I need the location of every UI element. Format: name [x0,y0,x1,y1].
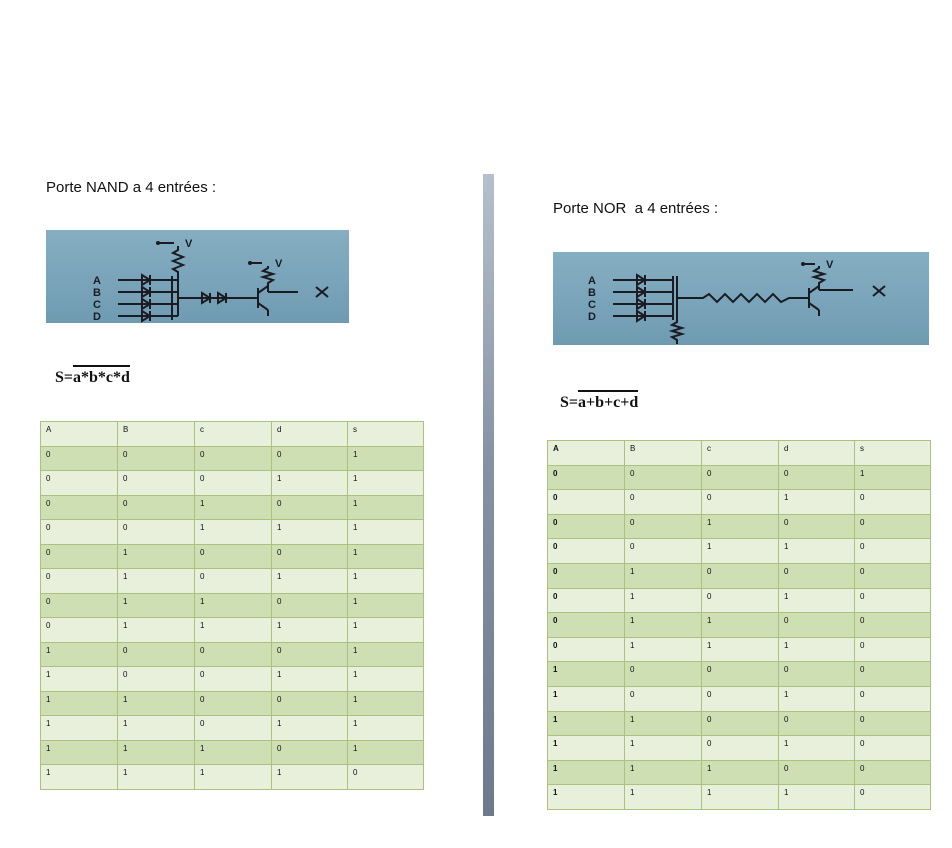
table-cell: 0 [548,588,625,613]
table-cell: 1 [702,637,779,662]
table-cell: 0 [702,563,779,588]
table-cell: 0 [118,471,195,496]
table-header-cell: s [855,441,931,466]
table-row [548,662,931,687]
table-cell: 1 [272,520,348,545]
table-cell: 0 [272,446,348,471]
table-cell: 1 [625,637,702,662]
table-cell: 1 [272,618,348,643]
nand-circuit-diagram [46,230,349,323]
table-cell: 0 [548,539,625,564]
table-cell: 0 [855,711,931,736]
table-cell: 0 [41,446,118,471]
table-cell: 1 [702,613,779,638]
nor-input-c-label: C [588,299,596,311]
table-cell: 1 [855,465,931,490]
table-cell: 0 [272,544,348,569]
table-row [548,490,931,515]
table-cell: 0 [702,686,779,711]
table-row [41,667,424,692]
table-cell: 1 [348,593,424,618]
nor-input-d-label: D [588,311,596,323]
table-row [548,785,931,810]
nand-formula [55,369,130,387]
table-cell: 0 [625,686,702,711]
table-row [41,520,424,545]
table-cell: 0 [195,446,272,471]
table-row [41,765,424,790]
table-cell: 0 [702,662,779,687]
table-cell: 0 [779,711,855,736]
table-cell: 0 [272,642,348,667]
table-cell: 0 [855,588,931,613]
table-cell: 0 [625,662,702,687]
table-cell: 1 [41,667,118,692]
table-cell: 1 [779,490,855,515]
table-cell: 1 [702,514,779,539]
table-cell: 0 [702,736,779,761]
table-cell: 0 [272,740,348,765]
table-cell: 1 [779,539,855,564]
table-cell: 1 [118,569,195,594]
table-cell: 1 [779,785,855,810]
table-cell: 1 [348,569,424,594]
table-row [548,539,931,564]
nand-circuit-image [46,230,349,323]
column-divider [483,174,494,816]
table-cell: 1 [779,686,855,711]
nor-truth-table [547,440,931,810]
table-cell: 1 [779,588,855,613]
table-cell: 1 [118,691,195,716]
nor-circuit-diagram [553,252,929,345]
table-row [548,686,931,711]
table-cell: 0 [779,465,855,490]
table-header-cell: A [548,441,625,466]
table-cell: 0 [548,465,625,490]
table-cell: 0 [272,691,348,716]
table-cell: 1 [41,642,118,667]
table-cell: 0 [625,490,702,515]
table-cell: 0 [272,593,348,618]
table-cell: 1 [195,740,272,765]
table-cell: 1 [702,539,779,564]
nand-truth-table [40,421,424,790]
table-cell: 1 [118,716,195,741]
table-cell: 1 [118,740,195,765]
table-cell: 0 [195,716,272,741]
table-cell: 1 [348,667,424,692]
table-header-cell: d [272,422,348,447]
nor-input-a-label: A [588,275,596,287]
table-cell: 0 [855,613,931,638]
table-row [41,471,424,496]
table-cell: 0 [779,514,855,539]
nor-formula-expression: a+b+c+d [578,394,639,411]
table-cell: 0 [41,593,118,618]
table-cell: 0 [195,569,272,594]
table-cell: 0 [348,765,424,790]
table-cell: 1 [195,765,272,790]
table-cell: 0 [41,618,118,643]
table-header-cell: B [625,441,702,466]
table-cell: 1 [625,588,702,613]
table-cell: 0 [41,471,118,496]
nor-formula-prefix: S= [560,394,579,411]
nand-input-b-label: B [93,287,101,299]
table-cell: 0 [195,667,272,692]
table-cell: 0 [855,686,931,711]
table-row [41,691,424,716]
nand-input-c-label: C [93,299,101,311]
table-cell: 1 [195,593,272,618]
table-cell: 1 [548,662,625,687]
table-cell: 0 [548,637,625,662]
table-cell: 1 [548,760,625,785]
table-cell: 1 [118,765,195,790]
table-cell: 1 [195,618,272,643]
table-row [41,642,424,667]
table-cell: 0 [855,736,931,761]
table-cell: 0 [702,588,779,613]
table-cell: 0 [118,495,195,520]
table-cell: 0 [548,490,625,515]
table-cell: 0 [625,539,702,564]
table-header-cell: c [702,441,779,466]
table-cell: 1 [625,785,702,810]
nor-input-b-label: B [588,287,596,299]
table-row [548,588,931,613]
table-cell: 1 [348,471,424,496]
table-row [41,716,424,741]
table-row [41,544,424,569]
table-cell: 1 [348,642,424,667]
nand-vcc1-label: V [185,238,193,250]
table-row [548,465,931,490]
table-cell: 1 [548,711,625,736]
table-row [41,446,424,471]
table-cell: 0 [118,642,195,667]
table-cell: 0 [41,569,118,594]
nand-vcc2-label: V [275,258,283,270]
table-cell: 1 [702,760,779,785]
table-row [41,569,424,594]
table-cell: 1 [548,785,625,810]
table-cell: 1 [548,736,625,761]
table-cell: 1 [118,618,195,643]
table-header-row [548,441,931,466]
table-cell: 0 [118,446,195,471]
table-cell: 1 [118,593,195,618]
table-row [548,736,931,761]
table-cell: 1 [625,563,702,588]
table-cell: 1 [272,471,348,496]
table-cell: 0 [195,691,272,716]
table-cell: 0 [702,465,779,490]
table-header-cell: c [195,422,272,447]
table-cell: 1 [548,686,625,711]
table-cell: 0 [41,544,118,569]
table-cell: 1 [195,495,272,520]
nor-vcc-label: V [826,259,834,271]
table-row [41,495,424,520]
table-cell: 1 [348,691,424,716]
table-cell: 1 [118,544,195,569]
table-row [41,618,424,643]
nor-circuit-image [553,252,929,345]
table-cell: 1 [41,691,118,716]
table-row [548,711,931,736]
table-cell: 0 [855,563,931,588]
table-cell: 1 [348,618,424,643]
table-cell: 1 [625,736,702,761]
table-cell: 1 [625,760,702,785]
table-cell: 1 [625,613,702,638]
table-cell: 0 [118,667,195,692]
table-cell: 0 [548,613,625,638]
table-cell: 1 [348,495,424,520]
table-cell: 1 [272,569,348,594]
table-cell: 1 [779,736,855,761]
table-cell: 0 [855,490,931,515]
table-cell: 1 [348,740,424,765]
table-cell: 0 [779,563,855,588]
nor-title: Porte NOR a 4 entrées : [553,200,719,217]
table-cell: 0 [195,471,272,496]
table-cell: 0 [779,662,855,687]
table-cell: 0 [625,514,702,539]
table-cell: 0 [779,760,855,785]
table-cell: 0 [548,514,625,539]
nand-title: Porte NAND a 4 entrées : [46,179,217,196]
table-cell: 1 [702,785,779,810]
table-cell: 0 [548,563,625,588]
table-cell: 1 [272,667,348,692]
table-cell: 0 [855,637,931,662]
table-cell: 0 [195,642,272,667]
nand-formula-prefix: S= [55,369,74,386]
table-cell: 0 [118,520,195,545]
nand-formula-expression: a*b*c*d [73,369,130,386]
table-row [548,514,931,539]
table-cell: 1 [41,765,118,790]
table-row [548,637,931,662]
table-cell: 0 [855,539,931,564]
table-cell: 1 [348,544,424,569]
table-row [41,593,424,618]
table-cell: 1 [348,716,424,741]
table-row [548,613,931,638]
table-cell: 0 [41,495,118,520]
table-cell: 1 [272,765,348,790]
table-cell: 0 [855,514,931,539]
table-cell: 0 [855,760,931,785]
table-cell: 0 [855,662,931,687]
table-cell: 1 [348,520,424,545]
table-cell: 0 [625,465,702,490]
table-cell: 0 [195,544,272,569]
table-cell: 0 [702,490,779,515]
table-cell: 0 [41,520,118,545]
table-cell: 1 [41,740,118,765]
table-row [41,740,424,765]
table-header-cell: s [348,422,424,447]
table-header-cell: B [118,422,195,447]
table-cell: 1 [272,716,348,741]
table-cell: 1 [625,711,702,736]
table-row [548,563,931,588]
table-cell: 1 [195,520,272,545]
table-cell: 1 [348,446,424,471]
table-cell: 1 [779,637,855,662]
table-cell: 0 [855,785,931,810]
nand-input-a-label: A [93,275,101,287]
table-cell: 0 [779,613,855,638]
nor-formula [560,394,638,412]
table-row [548,760,931,785]
nand-input-d-label: D [93,311,101,323]
table-cell: 1 [41,716,118,741]
table-cell: 0 [272,495,348,520]
table-cell: 0 [702,711,779,736]
table-header-row [41,422,424,447]
table-header-cell: d [779,441,855,466]
table-header-cell: A [41,422,118,447]
